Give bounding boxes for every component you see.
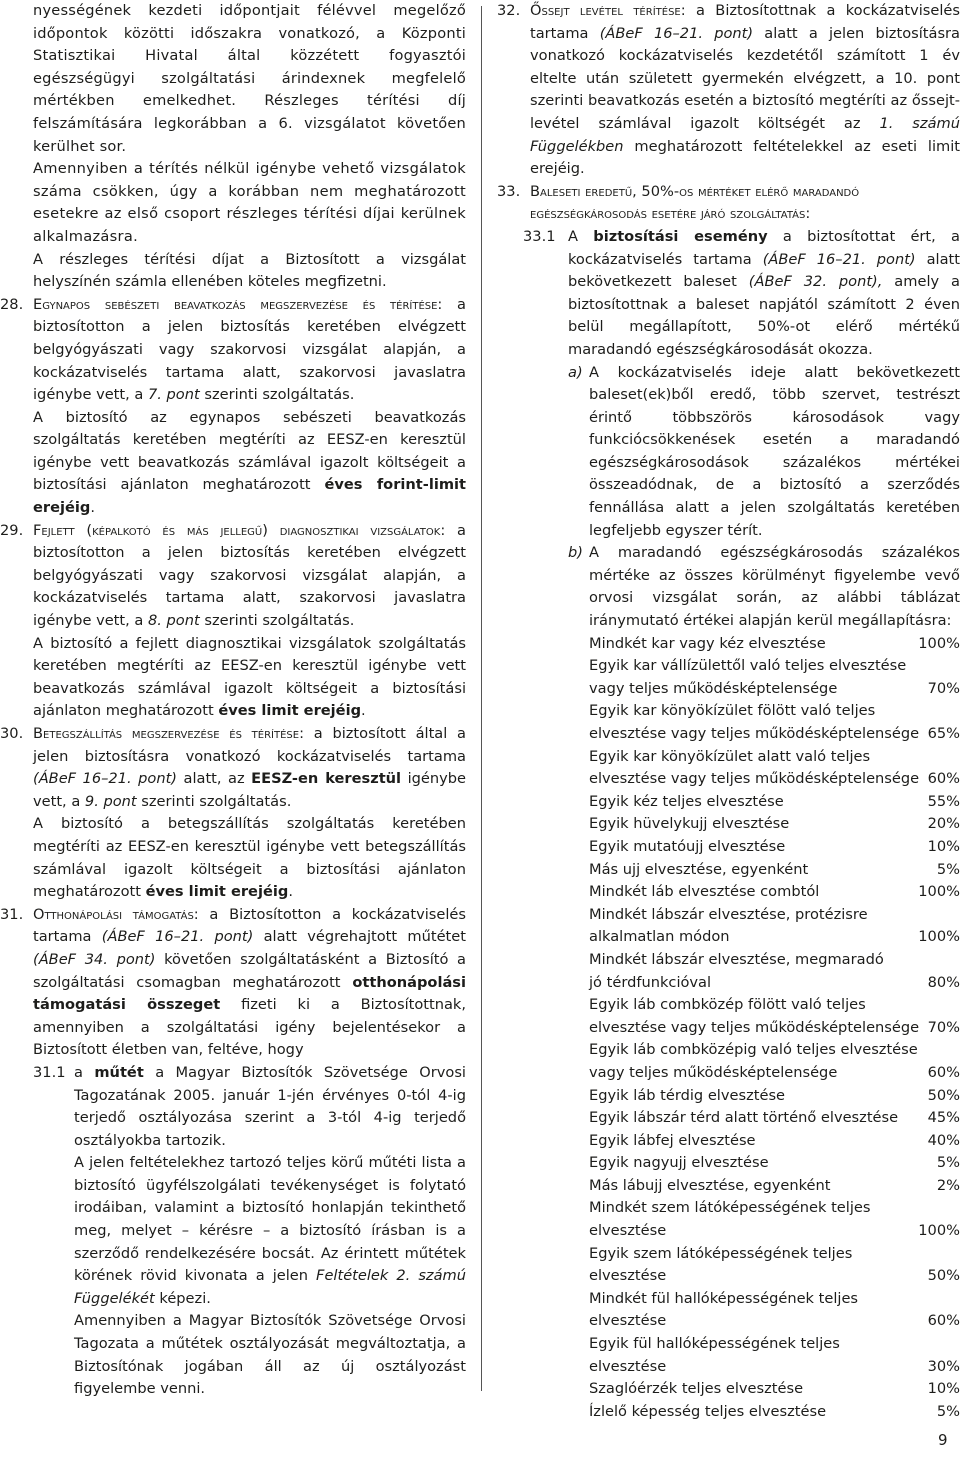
percentage-value: 60%: [927, 1312, 960, 1330]
injury-label-line: Szaglóérzék teljes elvesztése: [589, 1380, 804, 1398]
table-row: [589, 859, 960, 882]
percentage-value: 5%: [936, 860, 960, 878]
percentage-value: 70%: [927, 679, 960, 697]
injury-label: [589, 836, 928, 859]
injury-label-line: vagy teljes működésképtelensége: [589, 679, 838, 697]
injury-label-line: Egyik kar vállízülettől való teljes elvesztése: [589, 657, 907, 675]
injury-label: [589, 1039, 928, 1084]
table-row: [589, 1152, 960, 1175]
section-30: [0, 723, 466, 904]
item-letter: a): [568, 363, 583, 381]
percentage-value: 10%: [927, 837, 960, 855]
injury-label-line: Mindkét fül hallóképességének teljes: [589, 1289, 859, 1307]
table-row: [589, 1107, 960, 1130]
injury-label: [589, 1130, 928, 1153]
table-row: [589, 791, 960, 814]
percentage-value: 100%: [918, 1222, 960, 1240]
section-31: [0, 904, 466, 1062]
injury-label-line: Egyik láb térdig elvesztése: [589, 1086, 786, 1104]
table-row: [589, 1085, 960, 1108]
injury-label-line: Egyik kéz teljes elvesztése: [589, 792, 784, 810]
injury-label-line: Más lábujj elvesztése, egyenként: [589, 1176, 831, 1194]
paragraph-reduction-rule: Amennyiben a térítés nélkül igénybe vehető vizsgálatok száma csökken, úgy a korábban nem meghatározott esetekre az első csoport részleges térítési díjai kerülnek alkalmazásra.: [33, 160, 466, 245]
injury-label: [589, 949, 928, 994]
percentage-value: 45%: [927, 1109, 960, 1127]
injury-label-line: Egyik lábfej elvesztése: [589, 1131, 756, 1149]
percentage-value: 100%: [918, 928, 960, 946]
percentage-value: 5%: [936, 1402, 960, 1420]
subsection-31-1-text: a műtét a Magyar Biztosítók Szövetsége Orvosi Tagozatának 2005. január 1-jén érvényes 0-tól 4-ig terjedő osztályozása szerint a 3-tól 4-ig terjedő osztályokba tartozik.: [74, 1063, 466, 1149]
injury-label-line: Egyik kar könyökízület fölött való teljes: [589, 702, 876, 720]
table-row: [589, 1175, 960, 1198]
item-b: [497, 542, 960, 632]
percentage-value: 50%: [927, 1086, 960, 1104]
injury-label-line: jó térdfunkcióval: [589, 973, 712, 991]
injury-label-line: Ízlelő képesség teljes elvesztése: [589, 1402, 827, 1420]
section-number: 31.: [0, 905, 24, 923]
table-row: [589, 1288, 960, 1333]
injury-label: [589, 1401, 937, 1424]
paragraph-payment: A részleges térítési díjat a Biztosított a vizsgálat helyszínén számla ellenében köteles megfizetni.: [33, 250, 466, 291]
table-row: [589, 1197, 960, 1242]
page-number: 9: [938, 1431, 948, 1449]
injury-label: [589, 1152, 937, 1175]
injury-label-line: elvesztése vagy teljes működésképtelensége: [589, 770, 920, 788]
injury-label: [589, 1243, 928, 1288]
section-32: [497, 0, 960, 181]
percentage-value: 40%: [927, 1131, 960, 1149]
subsection-31-1: [0, 1062, 466, 1401]
injury-label: [589, 881, 918, 904]
percentage-value: 60%: [927, 770, 960, 788]
percentage-value: 60%: [927, 1063, 960, 1081]
table-row: [589, 994, 960, 1039]
percentage-value: 50%: [927, 1267, 960, 1285]
section-number: 28.: [0, 295, 24, 313]
right-column: [497, 0, 960, 1423]
section-28: [0, 294, 466, 520]
section-31-text: Otthonápolási támogatás: a Biztosítotton a kockázatviselés tartama (ÁBeF 16–21. pont) alatt végrehajtott műtétet (ÁBeF 34. pont) követően szolgáltatásként a Biztosító a szolgáltatási csomagban meghatározott otthonápolási támogatási összeget fizeti ki a Biztosítottnak, amennyiben a szolgáltatási igény bejelentésekor a Biztosított életben van, feltéve, hogy: [33, 905, 467, 1059]
table-row: [589, 746, 960, 791]
injury-label-line: vagy teljes működésképtelensége: [589, 1063, 838, 1081]
section-32-text: Őssejt levétel térítése: a Biztosítottnak a kockázatviselés tartama (ÁBeF 16–21. pont) alatt a jelen biztosításra vonatkozó kockázatviselés kezdetétől számított 1 év eltelte után született gyermekén elvégzett, a 10. pont szerinti beavatkozás esetén a biztosító megtéríti az őssejt-levétel számlával igazolt költségét az 1. számú Függelékben meghatározott feltételekkel az eseti limit erejéig.: [530, 2, 960, 178]
section-heading: Betegszállítás megszervezése és térítése:: [33, 725, 305, 742]
continuation-block: [0, 0, 466, 294]
table-row: [589, 836, 960, 859]
percentage-value: 55%: [927, 792, 960, 810]
section-30-reimbursement: A biztosító a betegszállítás szolgáltatás keretében megtéríti az EESZ-en keresztül igénybe vett betegszállítás számlával igazolt költségeit a biztosítási ajánlaton meghatározott éves limit erejéig.: [33, 815, 466, 901]
percentage-value: 20%: [927, 815, 960, 833]
table-row: [589, 1333, 960, 1378]
injury-label: [589, 655, 928, 700]
percentage-value: 2%: [936, 1176, 960, 1194]
table-row: [589, 1378, 960, 1401]
injury-label: [589, 994, 928, 1039]
table-row: [589, 633, 960, 656]
subsection-number: 31.1: [33, 1063, 66, 1081]
injury-label-line: Mindkét lábszár elvesztése, megmaradó: [589, 950, 884, 968]
injury-label-line: elvesztése: [589, 1312, 667, 1330]
paragraph-continuation: nyességének kezdeti időpontjait félévvel megelőző időpontok közötti időszakra vonatkozó, a Központi Statisztikai Hivatal által közzétett fogyasztói egészségügyi szolgáltatási árindexnek megfelelő mértékben emelkedhet. Részleges térítési díj felszámítására legkorábban a 6. vizsgálatot követően kerülhet sor.: [33, 2, 466, 155]
section-29-text: Fejlett (képalkotó és más jellegű) diagnosztikai vizsgálatok: a biztosítotton a jelen biztosítás keretében elvégzett belgyógyászati vagy szakorvosi vizsgálat alapján, a kockázatviselés tartama alatt, szakorvosi javaslatra igénybe vett, a 8. pont szerinti szolgáltatás.: [33, 521, 466, 630]
injury-label-line: Egyik fül hallóképességének teljes elvesztése: [589, 1335, 840, 1375]
injury-label: [589, 1085, 928, 1108]
item-b-text: A maradandó egészségkárosodás százalékos mértéke az összes körülményt figyelembe vevő orvosi vizsgálat során, az alábbi táblázat iránymutató értékei alapján kerül megállapításra:: [589, 544, 960, 630]
section-heading: Otthonápolási támogatás:: [33, 905, 199, 923]
injury-label-line: Mindkét lábszár elvesztése, protézisre: [589, 905, 868, 923]
percentage-value: 5%: [936, 1154, 960, 1172]
section-number: 30.: [0, 725, 24, 742]
injury-label-line: Mindkét láb elvesztése combtól: [589, 883, 820, 901]
section-heading: Őssejt levétel térítése:: [530, 2, 686, 19]
table-row: [589, 1039, 960, 1084]
subsection-33-1-text: A biztosítási esemény a biztosítottat ért, a kockázatviselés tartama (ÁBeF 16–21. pont) alatt bekövetkezett baleset (ÁBeF 32. pont), amely a biztosítottnak a baleset napjától számított 2 éven belül megállapított, 50%-ot elérő mértékű maradandó egészségkárosodását okozza.: [568, 227, 960, 358]
injury-label-line: elvesztése: [589, 1222, 667, 1240]
table-row: [589, 949, 960, 994]
injury-label-line: Egyik hüvelykujj elvesztése: [589, 815, 790, 833]
percentage-value: 70%: [927, 1018, 960, 1036]
injury-label-line: Egyik kar könyökízület alatt való teljes: [589, 747, 871, 765]
column-divider: [481, 6, 482, 1391]
table-row: [589, 700, 960, 745]
item-a: [497, 362, 960, 543]
injury-label: [589, 1175, 937, 1198]
section-33: [497, 181, 960, 226]
table-row: [589, 881, 960, 904]
percentage-value: 65%: [927, 725, 960, 742]
classification-paragraph: Amennyiben a Magyar Biztosítók Szövetsége Orvosi Tagozata a műtétek osztályozását megváltoztatja, a Biztosítónak jogában áll az új osztályozást figyelembe venni.: [74, 1312, 466, 1398]
injury-label-line: Egyik nagyujj elvesztése: [589, 1154, 769, 1172]
table-row: [589, 813, 960, 836]
injury-label-line: Egyik szem látóképességének teljes: [589, 1244, 853, 1262]
injury-label-line: Mindkét kar vagy kéz elvesztése: [589, 634, 826, 652]
table-row: [589, 1243, 960, 1288]
percentage-value: 30%: [927, 1357, 960, 1375]
surgery-list-paragraph: A jelen feltételekhez tartozó teljes körű műtéti lista a biztosító ügyfélszolgálati tevékenységet is folytató irodáiban, valamint a biztosító honlapján tekinthető meg, melyet – kérésre – a biztosító írásban is a szerződő rendelkezésére bocsát. Az érintett műtétek körének rövid kivonata a jelen Feltételek 2. számú Függelékét képezi.: [74, 1154, 466, 1307]
table-row: [589, 655, 960, 700]
injury-label: [589, 746, 928, 791]
section-28-text: Egynapos sebészeti beavatkozás megszervezése és térítése: a biztosítotton a jelen biztosítás keretében elvégzett belgyógyászati vagy szakorvosi vizsgálat alapján, a kockázatviselés tartama alatt, szakorvosi javaslatra igénybe vett, a 7. pont szerinti szolgáltatás.: [33, 295, 467, 404]
item-letter: b): [568, 544, 583, 562]
injury-label-line: Egyik mutatóujj elvesztése: [589, 837, 786, 855]
section-28-reimbursement: A biztosító az egynapos sebészeti beavatkozás szolgáltatás keretében megtéríti az EESZ-en keresztül igénybe vett beavatkozás számlával igazolt költségeit a biztosítási ajánlaton meghatározott éves forint-limit erejéig.: [33, 408, 467, 517]
section-33-heading: Baleseti eredetű, 50%-os mértéket elérő maradandó egészségkárosodás esetére járó szolgáltatás:: [530, 182, 860, 223]
percentage-value: 80%: [927, 973, 960, 991]
injury-label: [589, 791, 928, 814]
injury-label-line: alkalmatlan módon: [589, 928, 730, 946]
injury-label: [589, 904, 918, 949]
injury-label-line: Egyik lábszár térd alatt történő elvesztése: [589, 1109, 899, 1127]
section-number: 32.: [497, 2, 521, 19]
injury-label: [589, 813, 928, 836]
table-row: [589, 1401, 960, 1424]
section-29-reimbursement: A biztosító a fejlett diagnosztikai vizsgálatok szolgáltatás keretében megtéríti az EESZ-en keresztül igénybe vett beavatkozás számlával igazolt költségeit a biztosítási ajánlaton meghatározott éves limit erejéig.: [33, 634, 466, 720]
percentage-value: 100%: [918, 634, 960, 652]
section-number: 29.: [0, 521, 24, 539]
injury-label-line: elvesztése vagy teljes működésképtelensége: [589, 1018, 920, 1036]
section-heading: Fejlett (képalkotó és más jellegű) diagnosztikai vizsgálatok:: [33, 521, 446, 539]
subsection-number: 33.1: [523, 227, 556, 245]
section-heading: Egynapos sebészeti beavatkozás megszervezése és térítése:: [33, 295, 443, 313]
percentage-value: 10%: [927, 1380, 960, 1398]
disability-percentage-table: [589, 633, 960, 1424]
section-30-text: Betegszállítás megszervezése és térítése: a biztosított által a jelen biztosításra vonatkozó kockázatviselés tartama (ÁBeF 16–21. pont) alatt, az EESZ-en keresztül igénybe vett, a 9. pont szerinti szolgáltatás.: [33, 725, 466, 810]
percentage-value: 100%: [918, 883, 960, 901]
injury-label-line: Más ujj elvesztése, egyenként: [589, 860, 809, 878]
item-a-text: A kockázatviselés ideje alatt bekövetkezett baleset(ek)ből eredő, több szervet, testrészt érintő többszörös károsodások vagy funkciócsökkenések esetén a maradandó egészségkárosodások százalékos mértékei összeadódnak, de a biztosító a szerződés fennállása alatt a jelen szolgáltatás keretében legfeljebb egyszer térít.: [589, 363, 960, 539]
section-number: 33.: [497, 182, 521, 200]
injury-label: [589, 1378, 928, 1401]
injury-label-line: Egyik láb combközép fölött való teljes: [589, 996, 866, 1014]
injury-label-line: Egyik láb combközépig való teljes elvesztése: [589, 1041, 918, 1059]
table-row: [589, 904, 960, 949]
table-row: [589, 1130, 960, 1153]
injury-label: [589, 859, 937, 882]
section-29: [0, 520, 466, 723]
injury-label: [589, 1107, 928, 1130]
injury-label: [589, 1333, 928, 1378]
injury-label: [589, 1288, 928, 1333]
injury-label: [589, 1197, 918, 1242]
injury-label-line: elvesztése vagy teljes működésképtelensége: [589, 725, 920, 742]
injury-label-line: Mindkét szem látóképességének teljes: [589, 1199, 871, 1217]
injury-label-line: elvesztése: [589, 1267, 667, 1285]
subsection-33-1: [497, 226, 960, 362]
injury-label: [589, 633, 918, 656]
left-column: [0, 0, 466, 1401]
injury-label: [589, 700, 928, 745]
